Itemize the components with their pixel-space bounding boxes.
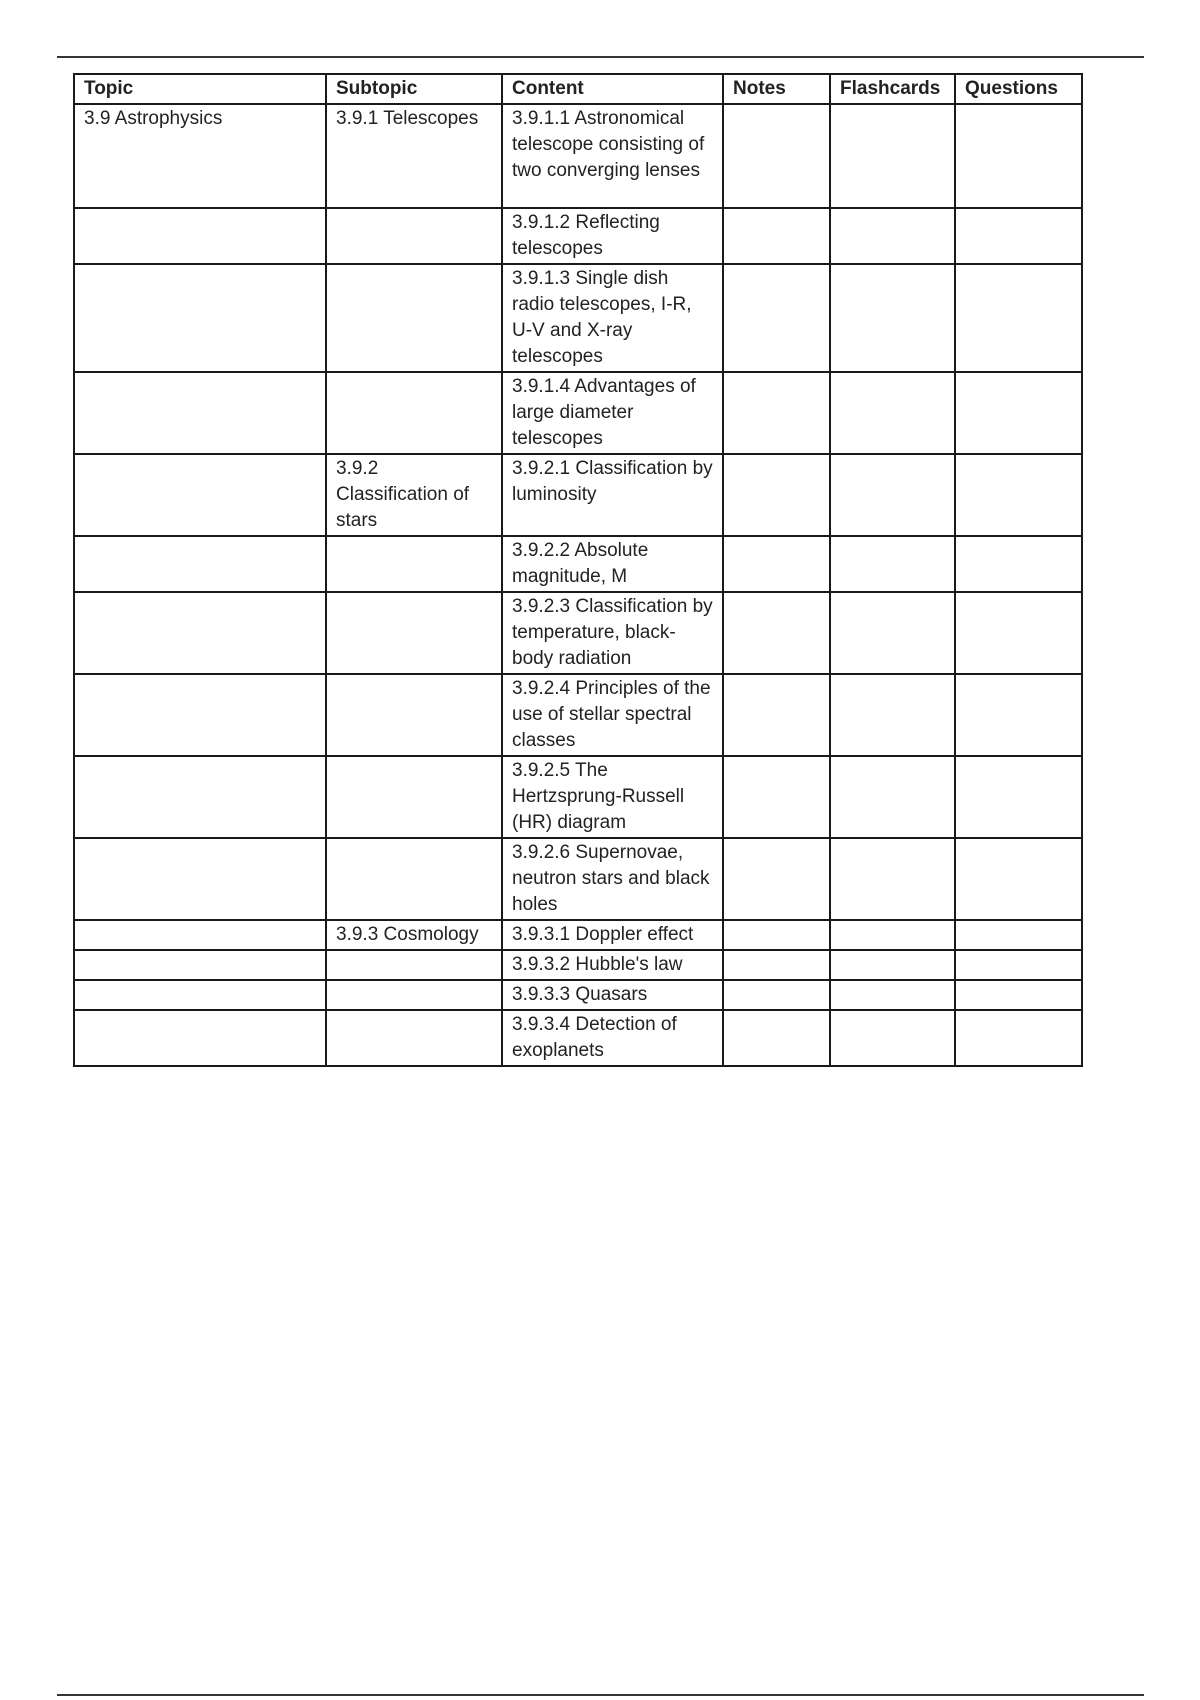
cell-flashcards[interactable] [830,104,955,208]
cell-content: 3.9.3.4 Detection of exoplanets [502,1010,723,1066]
specification-checklist-table [73,73,1083,1067]
table-row [74,454,1082,536]
cell-flashcards[interactable] [830,838,955,920]
table-row [74,208,1082,264]
table-body [74,104,1082,1066]
cell-content: 3.9.1.2 Reflecting telescopes [502,208,723,264]
cell-topic [74,208,326,264]
cell-questions[interactable] [955,1010,1082,1066]
cell-questions[interactable] [955,454,1082,536]
cell-questions[interactable] [955,104,1082,208]
cell-questions[interactable] [955,536,1082,592]
cell-subtopic [326,980,502,1010]
cell-content: 3.9.1.1 Astronomical telescope consisting of two converging lenses [502,104,723,208]
cell-topic [74,592,326,674]
cell-questions[interactable] [955,372,1082,454]
cell-content: 3.9.2.5 The Hertzsprung-Russell (HR) diagram [502,756,723,838]
header-subtopic: Subtopic [326,74,502,104]
cell-subtopic [326,208,502,264]
table-row [74,980,1082,1010]
cell-flashcards[interactable] [830,920,955,950]
cell-flashcards[interactable] [830,208,955,264]
cell-notes[interactable] [723,264,830,372]
cell-notes[interactable] [723,536,830,592]
cell-content: 3.9.2.3 Classification by temperature, black-body radiation [502,592,723,674]
cell-subtopic: 3.9.2 Classification of stars [326,454,502,536]
cell-topic [74,674,326,756]
cell-subtopic: 3.9.1 Telescopes [326,104,502,208]
cell-flashcards[interactable] [830,592,955,674]
cell-topic [74,980,326,1010]
table-row [74,536,1082,592]
cell-notes[interactable] [723,208,830,264]
cell-subtopic [326,838,502,920]
cell-topic [74,1010,326,1066]
cell-notes[interactable] [723,838,830,920]
cell-flashcards[interactable] [830,756,955,838]
cell-content: 3.9.1.3 Single dish radio telescopes, I-R, U-V and X-ray telescopes [502,264,723,372]
cell-notes[interactable] [723,592,830,674]
table-row [74,1010,1082,1066]
cell-topic [74,920,326,950]
table-row [74,674,1082,756]
cell-content: 3.9.2.4 Principles of the use of stellar spectral classes [502,674,723,756]
cell-notes[interactable] [723,1010,830,1066]
cell-topic [74,372,326,454]
cell-questions[interactable] [955,950,1082,980]
cell-content: 3.9.1.4 Advantages of large diameter telescopes [502,372,723,454]
cell-content: 3.9.2.6 Supernovae, neutron stars and black holes [502,838,723,920]
cell-topic [74,536,326,592]
cell-flashcards[interactable] [830,536,955,592]
cell-notes[interactable] [723,674,830,756]
cell-content: 3.9.2.1 Classification by luminosity [502,454,723,536]
header-content: Content [502,74,723,104]
cell-flashcards[interactable] [830,980,955,1010]
cell-notes[interactable] [723,756,830,838]
cell-topic [74,264,326,372]
cell-content: 3.9.3.1 Doppler effect [502,920,723,950]
cell-subtopic: 3.9.3 Cosmology [326,920,502,950]
header-flashcards: Flashcards [830,74,955,104]
table-row [74,104,1082,208]
cell-flashcards[interactable] [830,950,955,980]
cell-notes[interactable] [723,104,830,208]
cell-flashcards[interactable] [830,454,955,536]
cell-subtopic [326,264,502,372]
cell-subtopic [326,372,502,454]
cell-notes[interactable] [723,920,830,950]
table-row [74,372,1082,454]
cell-subtopic [326,536,502,592]
cell-flashcards[interactable] [830,264,955,372]
cell-topic [74,756,326,838]
cell-questions[interactable] [955,920,1082,950]
table-header [74,74,1082,104]
header-row [74,74,1082,104]
cell-questions[interactable] [955,592,1082,674]
cell-subtopic [326,950,502,980]
cell-flashcards[interactable] [830,372,955,454]
cell-content: 3.9.2.2 Absolute magnitude, M [502,536,723,592]
header-topic: Topic [74,74,326,104]
cell-notes[interactable] [723,454,830,536]
table-row [74,838,1082,920]
cell-subtopic [326,756,502,838]
table-row [74,756,1082,838]
table-row [74,950,1082,980]
cell-content: 3.9.3.2 Hubble's law [502,950,723,980]
cell-topic [74,454,326,536]
cell-flashcards[interactable] [830,674,955,756]
cell-subtopic [326,674,502,756]
page-header-rule [57,56,1144,58]
cell-questions[interactable] [955,674,1082,756]
cell-topic: 3.9 Astrophysics [74,104,326,208]
cell-subtopic [326,592,502,674]
table-row [74,592,1082,674]
cell-content: 3.9.3.3 Quasars [502,980,723,1010]
cell-questions[interactable] [955,264,1082,372]
cell-questions[interactable] [955,208,1082,264]
page-footer-rule [57,1694,1144,1696]
cell-topic [74,838,326,920]
cell-subtopic [326,1010,502,1066]
cell-notes[interactable] [723,980,830,1010]
table-row [74,264,1082,372]
cell-topic [74,950,326,980]
table-row [74,920,1082,950]
cell-flashcards[interactable] [830,1010,955,1066]
cell-notes[interactable] [723,372,830,454]
cell-questions[interactable] [955,756,1082,838]
cell-notes[interactable] [723,950,830,980]
header-notes: Notes [723,74,830,104]
cell-questions[interactable] [955,838,1082,920]
header-questions: Questions [955,74,1082,104]
cell-questions[interactable] [955,980,1082,1010]
